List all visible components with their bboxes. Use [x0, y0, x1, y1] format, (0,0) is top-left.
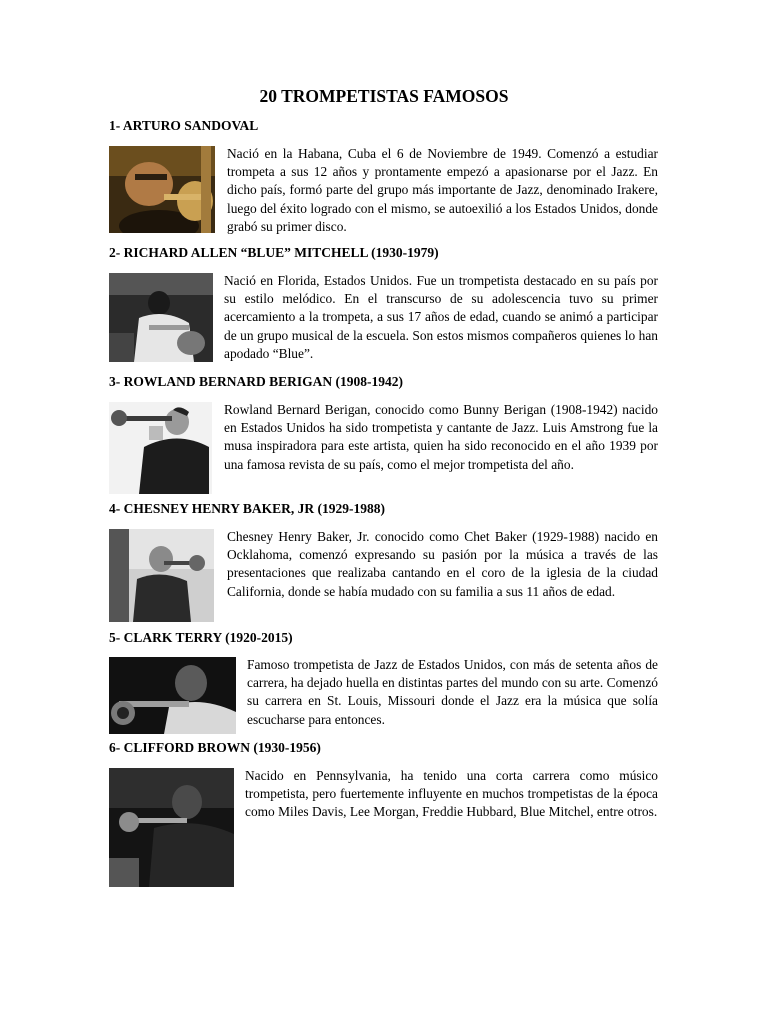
photo-chet-baker — [109, 529, 214, 622]
section-heading-baker: 4- CHESNEY HENRY BAKER, JR (1929-1988) — [109, 501, 386, 516]
section-text-berigan: Rowland Bernard Berigan, conocido como Bunny Berigan (1908-1942) nacido en Estados Unidos ha sido trompetista y cantante de Jazz. Luis Amstrong fue la musa inspiradora para este artista, quien ha sido reconocido en el año 1939 por una famosa revista de su país, como el mejor trompetista del año. — [224, 402, 658, 472]
section-heading-brown: 6- CLIFFORD BROWN (1930-1956) — [109, 740, 321, 755]
photo-blue-mitchell — [109, 273, 213, 362]
section-heading-mitchell: 2- RICHARD ALLEN “BLUE” MITCHELL (1930-1979) — [109, 245, 439, 260]
section-text-brown: Nacido en Pennsylvania, ha tenido una corta carrera como músico trompetista, pero fuertemente influyente en muchos trompetistas de la época como Miles Davis, Lee Morgan, Freddie Hubbard, Blue Mitchel, entre otros. — [245, 768, 658, 820]
section-text-mitchell: Nació en Florida, Estados Unidos. Fue un trompetista destacado en su país por su estilo melódico. En el transcurso de su adolescencia tuvo su primer acercamiento a la trompeta, a sus 17 años de edad, cuando se animó a participar de un grupo musical de la escuela. Son estos mismos compañeros quienes lo han apodado “Blue”. — [224, 273, 658, 361]
section-heading-berigan: 3- ROWLAND BERNARD BERIGAN (1908-1942) — [109, 374, 404, 389]
photo-clifford-brown — [109, 768, 234, 887]
section-heading-sandoval: 1- ARTURO SANDOVAL — [109, 118, 259, 133]
photo-clark-terry — [109, 657, 236, 734]
photo-arturo-sandoval — [109, 146, 215, 233]
document-title: 20 TROMPETISTAS FAMOSOS — [259, 86, 509, 106]
section-text-terry: Famoso trompetista de Jazz de Estados Unidos, con más de setenta años de carrera, ha dejado huella en distintas partes del mundo con su arte. Comenzó su carrera en St. Louis, Missouri donde el Jazz era la música que solía escucharse para entonces. — [247, 657, 658, 727]
section-text-sandoval: Nació en la Habana, Cuba el 6 de Noviembre de 1949. Comenzó a estudiar trompeta a sus 12 años y prontamente empezó a apasionarse por el Jazz. En dicho país, formó parte del grupo más importante de Jazz, denominado Irakere, luego del éxito logrado con el mismo, se autoexilió a los Estados Unidos, donde grabó su primer disco. — [227, 146, 658, 234]
photo-bunny-berigan — [109, 402, 212, 494]
section-text-baker: Chesney Henry Baker, Jr. conocido como Chet Baker (1929-1988) nacido en Ocklahoma, comenzó expresando su pasión por la música a través de las presentaciones que realizaba cantando en el coro de la iglesia de la ciudad California, donde se había mudado con su familia a sus 11 años de edad. — [227, 529, 658, 599]
section-heading-terry: 5- CLARK TERRY (1920-2015) — [109, 630, 293, 645]
